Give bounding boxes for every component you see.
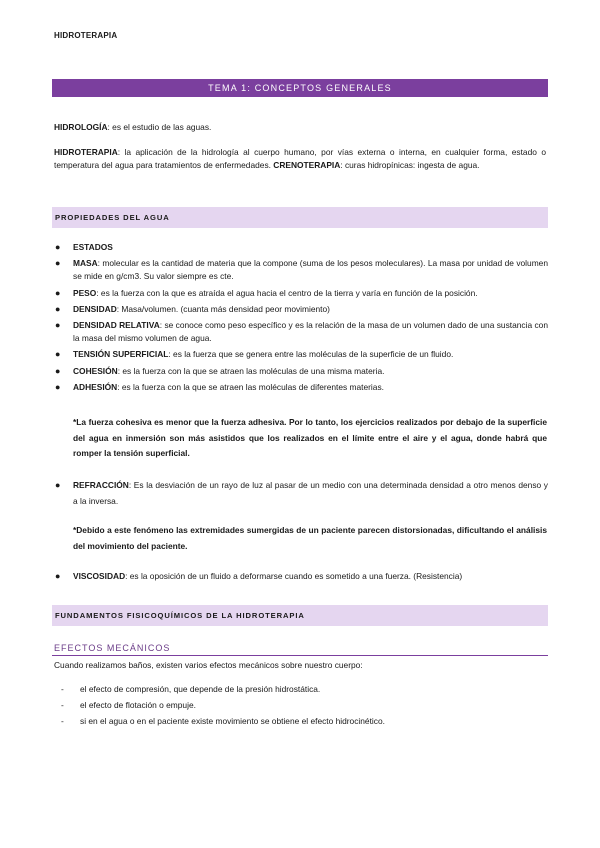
propiedad-text: : es la fuerza con la que es atraída el agua hacia el centro de la tierra y varía en función de la posición. bbox=[96, 287, 478, 298]
bullet-icon: ● bbox=[55, 287, 61, 298]
list-item bbox=[54, 319, 548, 345]
crenoterapia-term: CRENOTERAPIA bbox=[273, 160, 341, 170]
section-propiedades: PROPIEDADES DEL AGUA bbox=[52, 207, 548, 228]
hidrologia-term: HIDROLOGÍA bbox=[54, 122, 108, 132]
efecto-text: el efecto de flotación o empuje. bbox=[80, 700, 196, 710]
bullet-icon: ● bbox=[55, 571, 61, 581]
propiedad-text: : es la fuerza con la que se atraen las moléculas de una misma materia. bbox=[117, 365, 385, 376]
propiedad-text: : molecular es la cantidad de materia que la compone (suma de los pesos moleculares). La masa por unidad de volumen se mide en g/cm3. Su valor siempre es cte. bbox=[73, 258, 548, 282]
propiedad-term: MASA bbox=[73, 258, 98, 269]
propiedad-text: : Masa/volumen. (cuanta más densidad peor movimiento) bbox=[116, 303, 330, 314]
hidroterapia-paragraph bbox=[54, 146, 546, 172]
list-item bbox=[54, 257, 548, 283]
propiedad-term: TENSIÓN SUPERFICIAL bbox=[73, 349, 169, 360]
list-item bbox=[54, 287, 548, 300]
refraccion-term: REFRACCIÓN bbox=[73, 480, 129, 490]
section-fundamentos: FUNDAMENTOS FISICOQUÍMICOS DE LA HIDROTERAPIA bbox=[52, 605, 548, 626]
list-item bbox=[54, 698, 548, 712]
viscosidad-term: VISCOSIDAD bbox=[73, 571, 126, 581]
efectos-list bbox=[54, 682, 548, 728]
bullet-icon: ● bbox=[55, 365, 61, 376]
bullet-icon: ● bbox=[55, 258, 61, 269]
note-refraccion: *Debido a este fenómeno las extremidades sumergidas de un paciente parecen distorsionadas, dificultando el análisis del movimiento del paciente. bbox=[73, 525, 547, 551]
efecto-text: el efecto de compresión, que depende de la presión hidrostática. bbox=[80, 684, 321, 694]
propiedad-term: ESTADOS bbox=[73, 242, 113, 252]
list-item bbox=[54, 365, 548, 378]
bullet-icon: ● bbox=[55, 303, 61, 314]
propiedad-term: COHESIÓN bbox=[73, 365, 118, 376]
dash-marker: - bbox=[61, 716, 64, 726]
note-cohesiva: *La fuerza cohesiva es menor que la fuerza adhesiva. Por lo tanto, los ejercicios realizados por debajo de la superficie del agua en inmersión son más asistidos que los realizados en el límite entre el aire y el agua, donde habrá que romper la tensión superficial. bbox=[73, 417, 547, 458]
propiedades-list bbox=[54, 241, 548, 394]
hidrologia-text: : es el estudio de las aguas. bbox=[107, 122, 212, 132]
list-item bbox=[54, 381, 548, 394]
page-header: HIDROTERAPIA bbox=[54, 31, 118, 40]
efectos-heading: EFECTOS MECÁNICOS bbox=[54, 643, 171, 653]
dash-marker: - bbox=[61, 700, 64, 710]
propiedad-term: ADHESIÓN bbox=[73, 381, 118, 392]
tema-title-bar: TEMA 1: CONCEPTOS GENERALES bbox=[52, 79, 548, 97]
list-item bbox=[54, 241, 548, 254]
list-item bbox=[54, 714, 548, 728]
bullet-icon: ● bbox=[55, 320, 61, 331]
propiedad-text: : es la fuerza que se genera entre las moléculas de la superficie de un fluido. bbox=[168, 349, 454, 360]
propiedad-text: : se conoce como peso específico y es la relación de la masa de un volumen dado de una sustancia con la masa del mismo volumen de agua. bbox=[73, 320, 548, 344]
dash-marker: - bbox=[61, 684, 64, 694]
refraccion-list bbox=[54, 478, 548, 509]
viscosidad-list bbox=[54, 570, 548, 583]
list-item bbox=[54, 478, 548, 509]
propiedad-term: DENSIDAD bbox=[73, 303, 117, 314]
propiedad-term: PESO bbox=[73, 287, 97, 298]
propiedad-term: DENSIDAD RELATIVA bbox=[73, 320, 160, 331]
hidroterapia-term: HIDROTERAPIA bbox=[54, 147, 118, 157]
crenoterapia-text: : curas hidropínicas: ingesta de agua. bbox=[340, 160, 480, 170]
bullet-icon: ● bbox=[55, 480, 61, 490]
list-item bbox=[54, 570, 548, 583]
list-item bbox=[54, 348, 548, 361]
bullet-icon: ● bbox=[55, 349, 61, 360]
efecto-text: si en el agua o en el paciente existe movimiento se obtiene el efecto hidrocinético. bbox=[80, 716, 385, 726]
hidroterapia-text: : la aplicación de la hidrología al cuerpo humano, por vías externa o interna, en cualquier forma, estado o temperatura del agua para tratamientos de enfermedades. bbox=[54, 147, 546, 170]
list-item bbox=[54, 682, 548, 696]
refraccion-text: : Es la desviación de un rayo de luz al pasar de un medio con una determinada densidad a otro menos denso y a la inversa. bbox=[73, 480, 548, 506]
efectos-intro: Cuando realizamos baños, existen varios efectos mecánicos sobre nuestro cuerpo: bbox=[54, 660, 363, 670]
list-item bbox=[54, 303, 548, 316]
efectos-divider bbox=[52, 655, 548, 656]
viscosidad-text: : es la oposición de un fluido a deformarse cuando es sometido a una fuerza. (Resistencia) bbox=[125, 571, 463, 581]
propiedad-text: : es la fuerza con la que se atraen las moléculas de diferentes materias. bbox=[117, 381, 384, 392]
hidrologia-paragraph bbox=[54, 121, 546, 134]
bullet-icon: ● bbox=[55, 242, 61, 252]
bullet-icon: ● bbox=[55, 381, 61, 392]
